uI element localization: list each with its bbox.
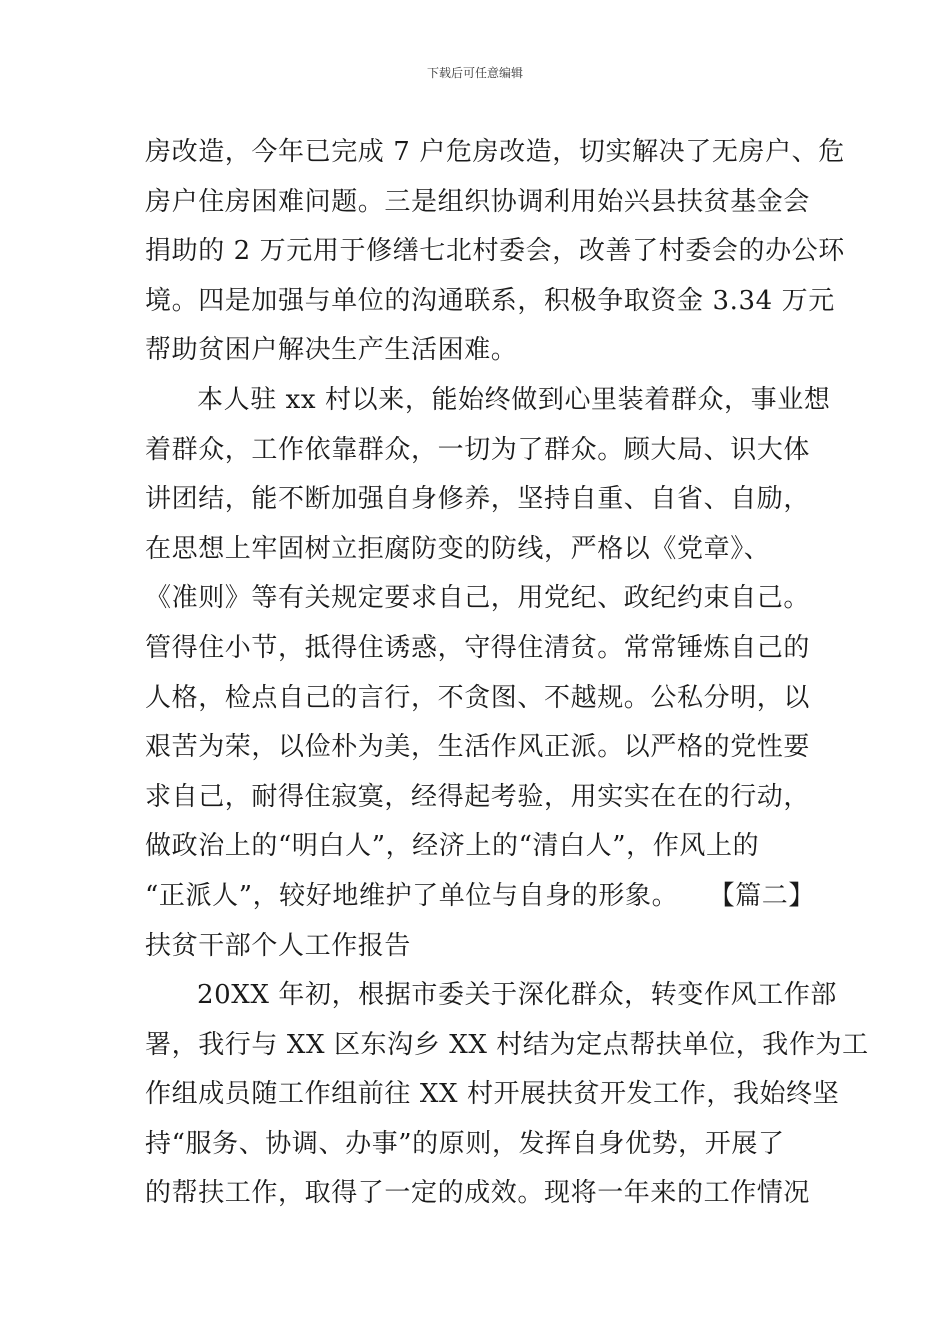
section-title: 扶贫干部个人工作报告 <box>145 930 412 961</box>
text-line-with-section-marker <box>145 872 815 922</box>
text-line: 持“服务、协调、办事”的原则，发挥自身优势，开展了 <box>145 1128 785 1159</box>
text-line: 的帮扶工作，取得了一定的成效。现将一年来的工作情况 <box>145 1178 811 1209</box>
text-line: 做政治上的“明白人”，经济上的“清白人”，作风上的 <box>145 831 760 862</box>
paragraph-start-line: 本人驻 xx 村以来，能始终做到心里装着群众，事业想 <box>197 384 831 415</box>
page-header: 下载后可任意编辑 <box>426 66 523 80</box>
text-line: 境。四是加强与单位的沟通联系，积极争取资金 3.34 万元 <box>145 285 835 316</box>
text-line: 捐助的 2 万元用于修缮七北村委会，改善了村委会的办公环 <box>145 236 845 267</box>
paragraph-start-line: 20XX 年初，根据市委关于深化群众，转变作风工作部 <box>197 980 837 1011</box>
text-line: 署，我行与 XX 区东沟乡 XX 村结为定点帮扶单位，我作为工 <box>145 1029 869 1060</box>
text-line: 房户住房困难问题。三是组织协调利用始兴县扶贫基金会 <box>145 186 811 217</box>
text-line: 人格，检点自己的言行，不贪图、不越规。公私分明，以 <box>145 682 811 713</box>
text-line: 艰苦为荣，以俭朴为美，生活作风正派。以严格的党性要 <box>145 732 811 763</box>
text-line: 帮助贫困户解决生产生活困难。 <box>145 335 518 366</box>
text-line: 房改造，今年已完成 7 户危房改造，切实解决了无房户、危 <box>145 137 845 167</box>
text-line: 作组成员随工作组前往 XX 村开展扶贫开发工作，我始终坚 <box>145 1079 840 1110</box>
text-line: 着群众，工作依靠群众，一切为了群众。顾大局、识大体 <box>145 434 811 465</box>
text-line: 《准则》等有关规定要求自己，用党纪、政纪约束自己。 <box>145 583 811 614</box>
document-body <box>145 128 869 1219</box>
text-segment: “正派人”，较好地维护了单位与自身的形象。 <box>145 880 679 911</box>
section-marker: 【篇二】 <box>708 880 815 911</box>
text-line: 求自己，耐得住寂寞，经得起考验，用实实在在的行动， <box>145 781 811 812</box>
text-line: 在思想上牢固树立拒腐防变的防线，严格以《党章》、 <box>145 533 771 564</box>
text-line: 管得住小节，抵得住诱惑，守得住清贫。常常锤炼自己的 <box>145 632 811 663</box>
text-line: 讲团结，能不断加强自身修养，坚持自重、自省、自励， <box>145 484 811 515</box>
